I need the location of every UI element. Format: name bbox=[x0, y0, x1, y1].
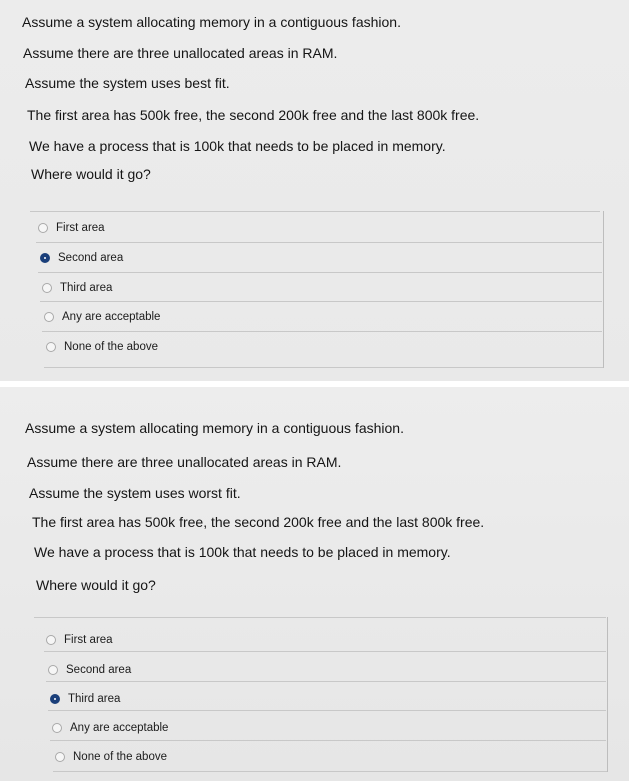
question-2-option-second-area[interactable] bbox=[48, 664, 131, 676]
radio-unselected-icon[interactable] bbox=[55, 752, 65, 762]
option-divider bbox=[48, 710, 606, 711]
options-top-divider bbox=[30, 211, 600, 212]
option-label: Third area bbox=[60, 282, 113, 294]
radio-unselected-icon[interactable] bbox=[46, 635, 56, 645]
option-divider bbox=[44, 651, 606, 652]
question-1-option-third-area[interactable] bbox=[42, 282, 112, 294]
option-label: None of the above bbox=[64, 341, 158, 353]
radio-selected-icon[interactable] bbox=[40, 253, 50, 263]
question-2-option-first-area[interactable] bbox=[46, 634, 113, 646]
question-1-prompt-line-2: Assume there are three unallocated areas in RAM. bbox=[23, 45, 338, 61]
question-2-prompt-line-1: Assume a system allocating memory in a contiguous fashion. bbox=[25, 420, 404, 436]
question-2-option-third-area[interactable] bbox=[50, 693, 120, 705]
question-1-panel bbox=[0, 0, 629, 381]
option-label: First area bbox=[64, 634, 113, 646]
option-label: Any are acceptable bbox=[62, 311, 161, 323]
option-label: First area bbox=[56, 222, 105, 234]
radio-unselected-icon[interactable] bbox=[46, 342, 56, 352]
question-1-prompt-line-6: Where would it go? bbox=[31, 166, 151, 182]
question-1-prompt-line-4: The first area has 500k free, the second 200k free and the last 800k free. bbox=[27, 107, 480, 123]
question-2-prompt-line-3: Assume the system uses worst fit. bbox=[29, 485, 241, 501]
question-2-prompt-line-5: We have a process that is 100k that needs to be placed in memory. bbox=[34, 544, 451, 560]
question-1-option-first-area[interactable] bbox=[38, 222, 105, 234]
question-2-prompt-line-2: Assume there are three unallocated areas in RAM. bbox=[27, 454, 342, 470]
radio-unselected-icon[interactable] bbox=[42, 283, 52, 293]
options-box-edge bbox=[603, 211, 604, 368]
option-label: Any are acceptable bbox=[70, 722, 169, 734]
option-label: Third area bbox=[68, 693, 121, 705]
option-divider bbox=[42, 331, 602, 332]
options-bottom-divider bbox=[53, 771, 608, 772]
question-2-option-any-acceptable[interactable] bbox=[52, 722, 168, 734]
radio-selected-icon[interactable] bbox=[50, 694, 60, 704]
options-bottom-divider bbox=[44, 367, 604, 368]
options-box-edge bbox=[607, 617, 608, 772]
option-label: None of the above bbox=[73, 751, 167, 763]
option-divider bbox=[36, 242, 602, 243]
option-divider bbox=[38, 272, 602, 273]
question-2-prompt-line-6: Where would it go? bbox=[36, 577, 156, 593]
option-label: Second area bbox=[58, 252, 124, 264]
question-1-prompt-line-1: Assume a system allocating memory in a contiguous fashion. bbox=[22, 14, 401, 30]
question-2-option-none[interactable] bbox=[55, 751, 167, 763]
question-1-option-none[interactable] bbox=[46, 341, 158, 353]
question-2-panel bbox=[0, 387, 629, 781]
option-divider bbox=[46, 681, 606, 682]
radio-unselected-icon[interactable] bbox=[52, 723, 62, 733]
question-1-option-second-area[interactable] bbox=[40, 252, 123, 264]
option-divider bbox=[40, 301, 602, 302]
radio-unselected-icon[interactable] bbox=[48, 665, 58, 675]
question-2-prompt-line-4: The first area has 500k free, the second 200k free and the last 800k free. bbox=[32, 514, 485, 530]
option-label: Second area bbox=[66, 664, 132, 676]
question-1-prompt-line-3: Assume the system uses best fit. bbox=[25, 75, 230, 91]
radio-unselected-icon[interactable] bbox=[38, 223, 48, 233]
question-1-prompt-line-5: We have a process that is 100k that needs to be placed in memory. bbox=[29, 138, 446, 154]
radio-unselected-icon[interactable] bbox=[44, 312, 54, 322]
options-top-divider bbox=[34, 617, 606, 618]
option-divider bbox=[50, 740, 606, 741]
question-1-option-any-acceptable[interactable] bbox=[44, 311, 160, 323]
